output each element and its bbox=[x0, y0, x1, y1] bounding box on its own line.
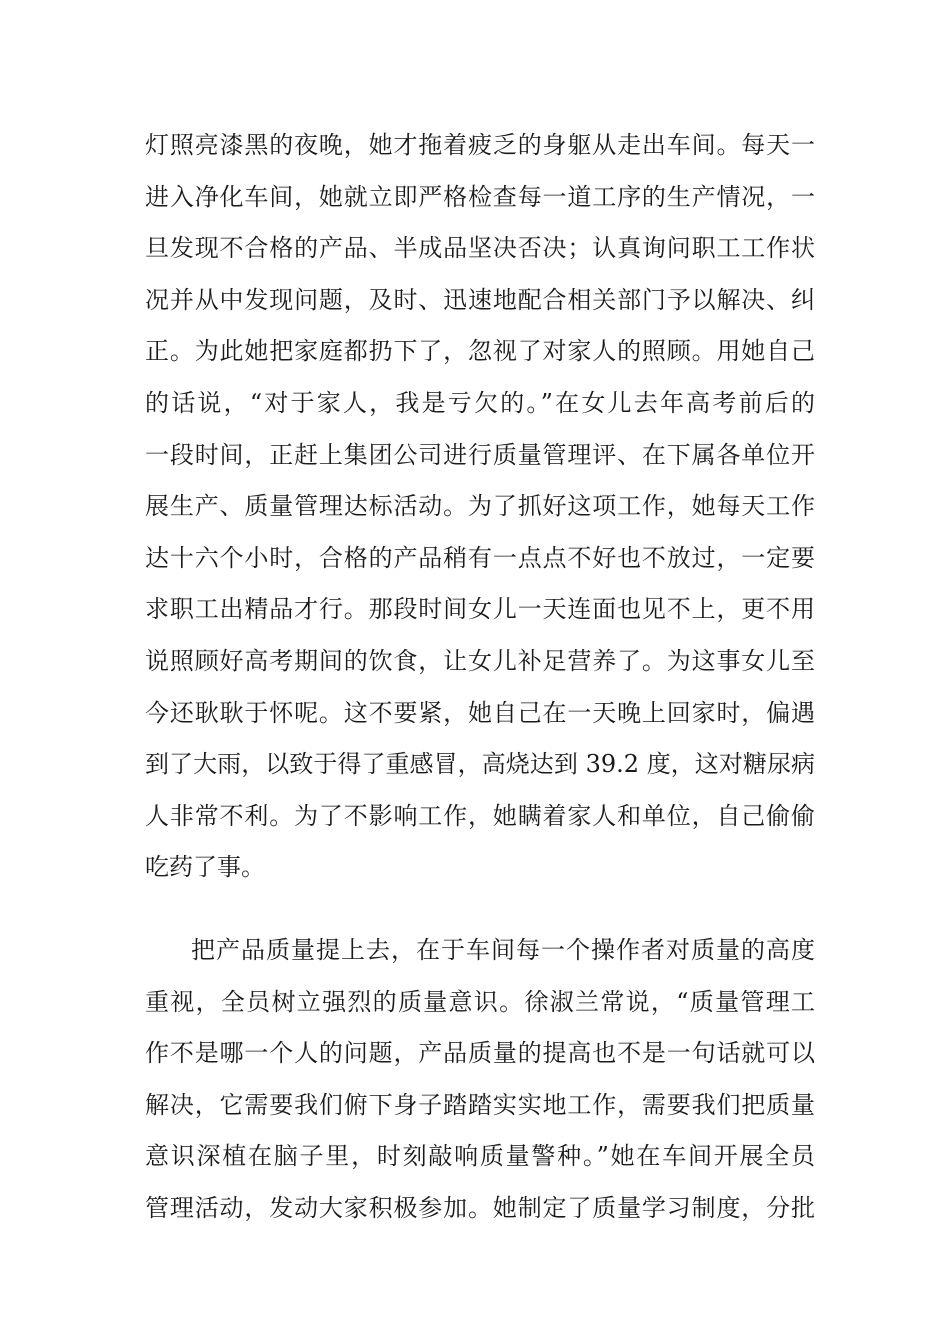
paragraph-line: 今还耿耿于怀呢。这不要紧，她自己在一天晚上回家时，偏遇 bbox=[145, 698, 815, 727]
paragraph-line: 达十六个小时，合格的产品稍有一点点不好也不放过，一定要 bbox=[145, 543, 815, 572]
paragraph-line: 把产品质量提上去，在于车间每一个操作者对质量的高度 bbox=[191, 936, 815, 964]
paragraph-line: 一段时间，正赶上集团公司进行质量管理评、在下属各单位开 bbox=[145, 440, 815, 469]
paragraph-line: 吃药了事。 bbox=[145, 853, 265, 882]
paragraph-line: 灯照亮漆黑的夜晚，她才拖着疲乏的身躯从走出车间。每天一 bbox=[145, 131, 815, 159]
paragraph-line: 人非常不利。为了不影响工作，她瞒着家人和单位，自己偷偷 bbox=[145, 801, 815, 830]
paragraph-line: 况并从中发现问题，及时、迅速地配合相关部门予以解决、纠 bbox=[145, 285, 815, 314]
paragraph-line: 正。为此她把家庭都扔下了，忽视了对家人的照顾。用她自己 bbox=[145, 337, 815, 366]
paragraph-line: 管理活动，发动大家积极参加。她制定了质量学习制度，分批 bbox=[145, 1193, 815, 1222]
paragraph-line: 到了大雨，以致于得了重感冒，高烧达到 39.2 度，这对糖尿病 bbox=[145, 750, 815, 779]
paragraph-line: 旦发现不合格的产品、半成品坚决否决；认真询问职工工作状 bbox=[145, 234, 815, 263]
paragraph-line: 意识深植在脑子里，时刻敲响质量警种。”她在车间开展全员 bbox=[145, 1142, 815, 1171]
paragraph-1 bbox=[145, 120, 815, 894]
paragraph-line: 重视，全员树立强烈的质量意识。徐淑兰常说，“质量管理工 bbox=[145, 987, 815, 1016]
paragraph-line: 的话说，“对于家人，我是亏欠的。”在女儿去年高考前后的 bbox=[145, 388, 815, 417]
paragraph-line: 进入净化车间，她就立即严格检查每一道工序的生产情况，一 bbox=[145, 182, 815, 211]
paragraph-line: 展生产、质量管理达标活动。为了抓好这项工作，她每天工作 bbox=[145, 492, 815, 521]
paragraph-line: 求职工出精品才行。那段时间女儿一天连面也见不上，更不用 bbox=[145, 595, 815, 624]
paragraph-line: 解决，它需要我们俯下身子踏踏实实地工作，需要我们把质量 bbox=[145, 1090, 815, 1119]
paragraph-2 bbox=[145, 925, 815, 1235]
paragraph-line: 说照顾好高考期间的饮食，让女儿补足营养了。为这事女儿至 bbox=[145, 646, 815, 675]
paragraph-line: 作不是哪一个人的问题，产品质量的提高也不是一句话就可以 bbox=[145, 1039, 815, 1068]
